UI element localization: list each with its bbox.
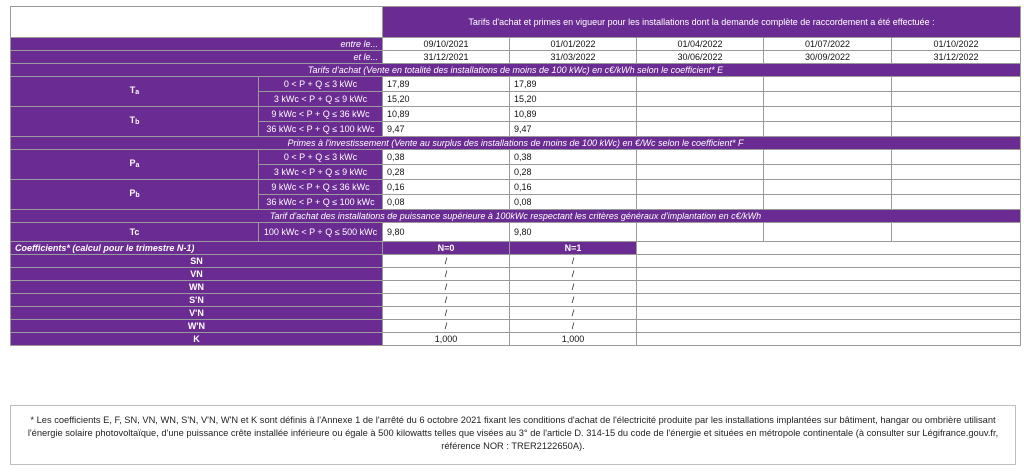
coeff-value: / [510,255,637,268]
value-cell [764,165,892,180]
empty-space [637,307,1021,320]
value-cell [764,107,892,122]
value-cell [764,180,892,195]
value-cell: 10,89 [510,107,637,122]
table-row [11,180,1021,195]
value-cell: 0,08 [383,195,510,210]
table-row [11,223,1021,242]
value-cell: 17,89 [383,77,510,92]
value-cell [764,77,892,92]
value-cell [892,165,1021,180]
value-cell [637,195,764,210]
power-range: 36 kWc < P + Q ≤ 100 kWc [259,195,383,210]
empty-space [637,268,1021,281]
coeff-name: VN [11,268,383,281]
value-cell [892,223,1021,242]
value-cell [637,77,764,92]
coeff-value: / [383,307,510,320]
coeff-value: / [383,294,510,307]
value-cell [637,92,764,107]
tariff-table [10,6,1021,346]
table-row [11,77,1021,92]
value-cell [892,150,1021,165]
table-row [11,107,1021,122]
empty-space [637,242,1021,255]
coeff-col-header: N=0 [383,242,510,255]
coeff-value: / [383,268,510,281]
period-end: 30/06/2022 [637,51,764,64]
coeff-value: / [510,268,637,281]
empty-space [637,255,1021,268]
coeff-value: / [383,281,510,294]
period-end: 31/12/2022 [892,51,1021,64]
symbol-ta: Ta [11,77,259,107]
period-end-row [11,51,1021,64]
table-row [11,281,1021,294]
entre-label: entre le... [11,38,383,51]
symbol-pa: Pa [11,150,259,180]
empty-space [637,281,1021,294]
period-start: 09/10/2021 [383,38,510,51]
table-row [11,294,1021,307]
value-cell [764,92,892,107]
table-row [11,307,1021,320]
value-cell [764,195,892,210]
value-cell: 0,38 [510,150,637,165]
value-cell: 15,20 [383,92,510,107]
value-cell [764,122,892,137]
coeff-name: W'N [11,320,383,333]
table-row [11,333,1021,346]
period-end: 30/09/2022 [764,51,892,64]
table-row [11,320,1021,333]
period-start: 01/07/2022 [764,38,892,51]
value-cell [637,107,764,122]
coeff-col-header: N=1 [510,242,637,255]
value-cell: 9,80 [510,223,637,242]
value-cell: 15,20 [510,92,637,107]
symbol-tc: Tc [11,223,259,242]
period-start: 01/10/2022 [892,38,1021,51]
value-cell: 0,28 [510,165,637,180]
value-cell: 0,16 [383,180,510,195]
value-cell: 9,47 [383,122,510,137]
value-cell [637,122,764,137]
value-cell [892,180,1021,195]
coeff-value: / [383,255,510,268]
section-tarifs-title: Tarifs d'achat (Vente en totalité des installations de moins de 100 kWc) en c€/kWh selon le coefficient* E [11,64,1021,77]
value-cell: 0,28 [383,165,510,180]
section-tc-title: Tarif d'achat des installations de puissance supérieure à 100kWc respectant les critères généraux d'implantation en c€/kWh [11,210,1021,223]
value-cell: 10,89 [383,107,510,122]
header-blank-cell [11,7,383,38]
et-label: et le... [11,51,383,64]
value-cell: 9,47 [510,122,637,137]
section-primes-title-row [11,137,1021,150]
table-row [11,255,1021,268]
section-tc-title-row [11,210,1021,223]
period-end: 31/12/2021 [383,51,510,64]
symbol-pb: Pb [11,180,259,210]
period-start: 01/04/2022 [637,38,764,51]
value-cell: 0,08 [510,195,637,210]
coeff-value: / [510,294,637,307]
power-range: 0 < P + Q ≤ 3 kWc [259,150,383,165]
coeff-name: K [11,333,383,346]
value-cell [637,165,764,180]
value-cell [637,150,764,165]
section-primes-title: Primes à l'investissement (Vente au surplus des installations de moins de 100 kWc) en €/Wc selon le coefficient* F [11,137,1021,150]
period-start: 01/01/2022 [510,38,637,51]
period-end: 31/03/2022 [510,51,637,64]
power-range: 3 kWc < P + Q ≤ 9 kWc [259,165,383,180]
symbol-tb: Tb [11,107,259,137]
header-title-row [11,7,1021,38]
coefficients-title: Coefficients* (calcul pour le trimestre N-1) [11,242,383,255]
coefficients-header-row [11,242,1021,255]
header-title: Tarifs d'achat et primes en vigueur pour les installations dont la demande complète de raccordement a été effectuée : [383,7,1021,38]
power-range: 0 < P + Q ≤ 3 kWc [259,77,383,92]
period-start-row [11,38,1021,51]
empty-space [637,333,1021,346]
power-range: 9 kWc < P + Q ≤ 36 kWc [259,107,383,122]
coeff-value: / [510,307,637,320]
value-cell: 9,80 [383,223,510,242]
coeff-name: S'N [11,294,383,307]
coeff-value: / [510,320,637,333]
coeff-value: / [510,281,637,294]
coeff-value: 1,000 [383,333,510,346]
value-cell [892,77,1021,92]
value-cell: 0,16 [510,180,637,195]
empty-space [637,294,1021,307]
value-cell [892,195,1021,210]
value-cell [637,223,764,242]
table-row [11,268,1021,281]
section-tarifs-title-row [11,64,1021,77]
power-range: 3 kWc < P + Q ≤ 9 kWc [259,92,383,107]
coeff-value: 1,000 [510,333,637,346]
value-cell: 0,38 [383,150,510,165]
value-cell [764,223,892,242]
value-cell [892,122,1021,137]
tariff-table-wrapper [10,6,1020,346]
power-range: 100 kWc < P + Q ≤ 500 kWc [259,223,383,242]
value-cell [892,107,1021,122]
power-range: 36 kWc < P + Q ≤ 100 kWc [259,122,383,137]
coeff-name: SN [11,255,383,268]
table-row [11,150,1021,165]
coeff-name: WN [11,281,383,294]
empty-space [637,320,1021,333]
power-range: 9 kWc < P + Q ≤ 36 kWc [259,180,383,195]
value-cell: 17,89 [510,77,637,92]
value-cell [637,180,764,195]
coeff-name: V'N [11,307,383,320]
value-cell [892,92,1021,107]
value-cell [764,150,892,165]
coeff-value: / [383,320,510,333]
footnote: * Les coefficients E, F, SN, VN, WN, S'N, V'N, W'N et K sont définis à l'Annexe 1 de l'arrêté du 6 octobre 2021 fixant les conditions d'achat de l'électricité produite par les installations implantées sur bâtiment, hangar ou ombrière utilisant l'énergie solaire photovoltaïque, d'une puissance crête installée inférieure ou égale à 500 kilowatts telles que visées au 3° de l'article D. 314-15 du code de l'énergie et situées en métropole continentale (à consulter sur Légifrance.gouv.fr, référence NOR : TRER2122650A). [10,405,1016,465]
